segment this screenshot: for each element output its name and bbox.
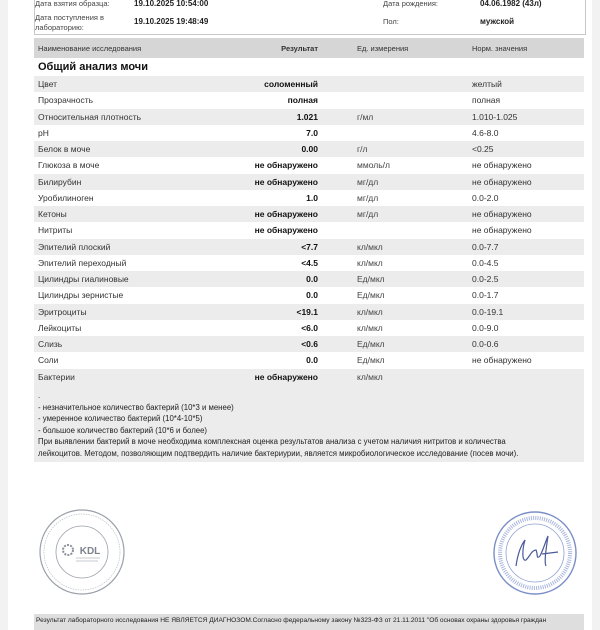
doctor-stamp-icon xyxy=(492,510,578,596)
lab-date-value: 19.10.2025 19:48:49 xyxy=(134,17,209,26)
bacteria-note xyxy=(34,382,584,462)
test-unit: Ед/мкл xyxy=(357,355,385,366)
test-unit: кл/мкл xyxy=(357,241,383,252)
test-unit: кл/мкл xyxy=(357,322,383,333)
note-line: - большое количество бактерий (10*6 и более) xyxy=(38,425,208,435)
test-name: Цвет xyxy=(38,79,58,89)
sex-label: Пол: xyxy=(383,17,399,26)
test-result: <7.7 xyxy=(301,241,318,252)
test-name: Относительная плотность xyxy=(38,111,142,122)
note-line: - умеренное количество бактерий (10*4-10*5) xyxy=(38,414,203,423)
table-row xyxy=(34,239,584,255)
test-result: <6.0 xyxy=(301,322,318,333)
test-name: Соли xyxy=(38,355,59,366)
test-name: Цилиндры гиалиновые xyxy=(38,274,129,284)
table-row xyxy=(34,304,584,320)
test-result: полная xyxy=(287,95,318,106)
table-row xyxy=(34,109,584,125)
section-title: Общий анализ мочи xyxy=(38,61,148,73)
birth-date-value: 04.06.1982 (43л) xyxy=(480,0,542,8)
test-norm: 0.0-1.7 xyxy=(472,290,499,301)
test-name: Эритроциты xyxy=(38,306,87,317)
sex-value: мужской xyxy=(480,17,515,26)
sample-date-value: 19.10.2025 10:54:00 xyxy=(134,0,209,8)
test-norm: 0.0-2.0 xyxy=(472,192,499,203)
test-norm: не обнаружено xyxy=(472,209,532,219)
test-norm: 0.0-0.6 xyxy=(472,339,499,349)
test-norm: полная xyxy=(472,95,501,106)
table-row xyxy=(34,287,584,303)
birth-date-label: Дата рождения: xyxy=(383,0,438,8)
test-name: Эпителий плоский xyxy=(38,241,111,252)
test-name: Белок в моче xyxy=(38,144,91,154)
test-unit: кл/мкл xyxy=(357,306,383,317)
table-row xyxy=(34,157,584,173)
test-result: <4.5 xyxy=(301,257,318,268)
test-unit: кл/мкл xyxy=(357,371,383,382)
test-norm: 0.0-4.5 xyxy=(472,257,499,268)
test-norm: 4.6-8.0 xyxy=(472,127,499,138)
test-unit: мг/дл xyxy=(357,176,379,187)
header-result: Результат xyxy=(281,44,318,53)
test-result: <19.1 xyxy=(296,306,318,317)
header-unit: Ед. измерения xyxy=(357,44,409,53)
test-norm: не обнаружено xyxy=(472,176,532,187)
lab-date-label-1: Дата поступления в xyxy=(35,13,105,22)
report-page xyxy=(8,0,592,630)
test-result: не обнаружено xyxy=(254,209,318,219)
lab-date-label-2: лабораторию: xyxy=(35,23,84,32)
test-result: 0.0 xyxy=(306,355,318,366)
test-result: 0.00 xyxy=(301,144,318,154)
test-result: 1.021 xyxy=(296,111,318,122)
test-norm: 0.0-19.1 xyxy=(472,306,504,317)
test-name: Слизь xyxy=(38,339,63,349)
note-line: . xyxy=(38,391,41,400)
table-row xyxy=(34,352,584,368)
test-name: Кетоны xyxy=(38,209,67,219)
results-table xyxy=(34,38,584,385)
lab-stamp-icon xyxy=(38,508,126,596)
test-unit: г/мл xyxy=(357,111,374,122)
table-row xyxy=(34,206,584,222)
note-line: При выявлении бактерий в моче необходима комплексная оценка результатов анализа с учетом наличия нитритов и количества xyxy=(38,437,506,446)
test-name: Билирубин xyxy=(38,176,82,187)
test-unit: ммоль/л xyxy=(357,160,390,171)
stamp-logo-text: KDL xyxy=(79,546,101,557)
sample-date-label: Дата взятия образца: xyxy=(35,0,110,8)
table-header xyxy=(34,38,584,58)
table-row xyxy=(34,125,584,141)
test-result: соломенный xyxy=(264,79,318,89)
table-row xyxy=(34,255,584,271)
test-result: 0.0 xyxy=(306,290,318,301)
test-result: не обнаружено xyxy=(254,176,318,187)
test-norm: 0.0-9.0 xyxy=(472,322,499,333)
table-row xyxy=(34,92,584,108)
test-norm: не обнаружено xyxy=(472,355,532,366)
test-name: Эпителий переходный xyxy=(38,257,127,268)
test-norm: <0.25 xyxy=(472,144,494,154)
table-row xyxy=(34,222,584,238)
signature-icon xyxy=(516,536,558,566)
table-row xyxy=(34,190,584,206)
test-unit: мг/дл xyxy=(357,209,379,219)
test-result: 0.0 xyxy=(306,274,318,284)
test-result: 1.0 xyxy=(306,192,318,203)
table-row xyxy=(34,336,584,352)
test-unit: кл/мкл xyxy=(357,257,383,268)
test-name: Цилиндры зернистые xyxy=(38,290,124,301)
test-unit: Ед/мкл xyxy=(357,274,385,284)
test-name: Нитриты xyxy=(38,225,73,236)
test-norm: 0.0-2.5 xyxy=(472,274,499,284)
test-unit: Ед/мкл xyxy=(357,290,385,301)
test-name: Лейкоциты xyxy=(38,322,82,333)
table-body xyxy=(34,76,584,385)
test-unit: Ед/мкл xyxy=(357,339,385,349)
test-name: Уробилиноген xyxy=(38,192,94,203)
note-line: лейкоцитов. Методом, позволяющим подтвердить наличие бактериурии, является микробиологическое исследование (посев мочи). xyxy=(38,448,519,458)
header-name: Наименование исследования xyxy=(38,44,142,53)
test-norm: желтый xyxy=(472,79,502,89)
test-norm: не обнаружено xyxy=(472,225,532,236)
test-result: не обнаружено xyxy=(254,160,318,171)
test-result: <0.6 xyxy=(301,339,318,349)
test-unit: г/л xyxy=(357,144,368,154)
test-result: 7.0 xyxy=(306,127,318,138)
test-name: Глюкоза в моче xyxy=(38,160,100,171)
test-name: Прозрачность xyxy=(38,95,94,106)
note-line: - незначительное количество бактерий (10*3 и менее) xyxy=(38,402,234,412)
patient-info-box xyxy=(34,0,586,35)
test-norm: не обнаружено xyxy=(472,160,532,171)
disclaimer-text: Результат лабораторного исследования НЕ ЯВЛЯЕТСЯ ДИАГНОЗОМ.Согласно федеральному закону №323-ФЗ от 21.11.2011 "Об основах охраны здоровья граждан xyxy=(36,617,547,624)
table-row xyxy=(34,271,584,287)
table-row xyxy=(34,320,584,336)
test-unit: мг/дл xyxy=(357,192,379,203)
table-row xyxy=(34,174,584,190)
test-name: pH xyxy=(38,127,49,138)
header-norm: Норм. значения xyxy=(472,44,528,53)
table-row xyxy=(34,141,584,157)
test-name: Бактерии xyxy=(38,371,75,382)
test-result: не обнаружено xyxy=(254,225,318,236)
table-row xyxy=(34,76,584,92)
section-title-row xyxy=(34,58,584,76)
disclaimer-footer xyxy=(34,614,584,630)
test-result: не обнаружено xyxy=(254,371,318,382)
test-norm: 0.0-7.7 xyxy=(472,241,499,252)
test-norm: 1.010-1.025 xyxy=(472,111,518,122)
